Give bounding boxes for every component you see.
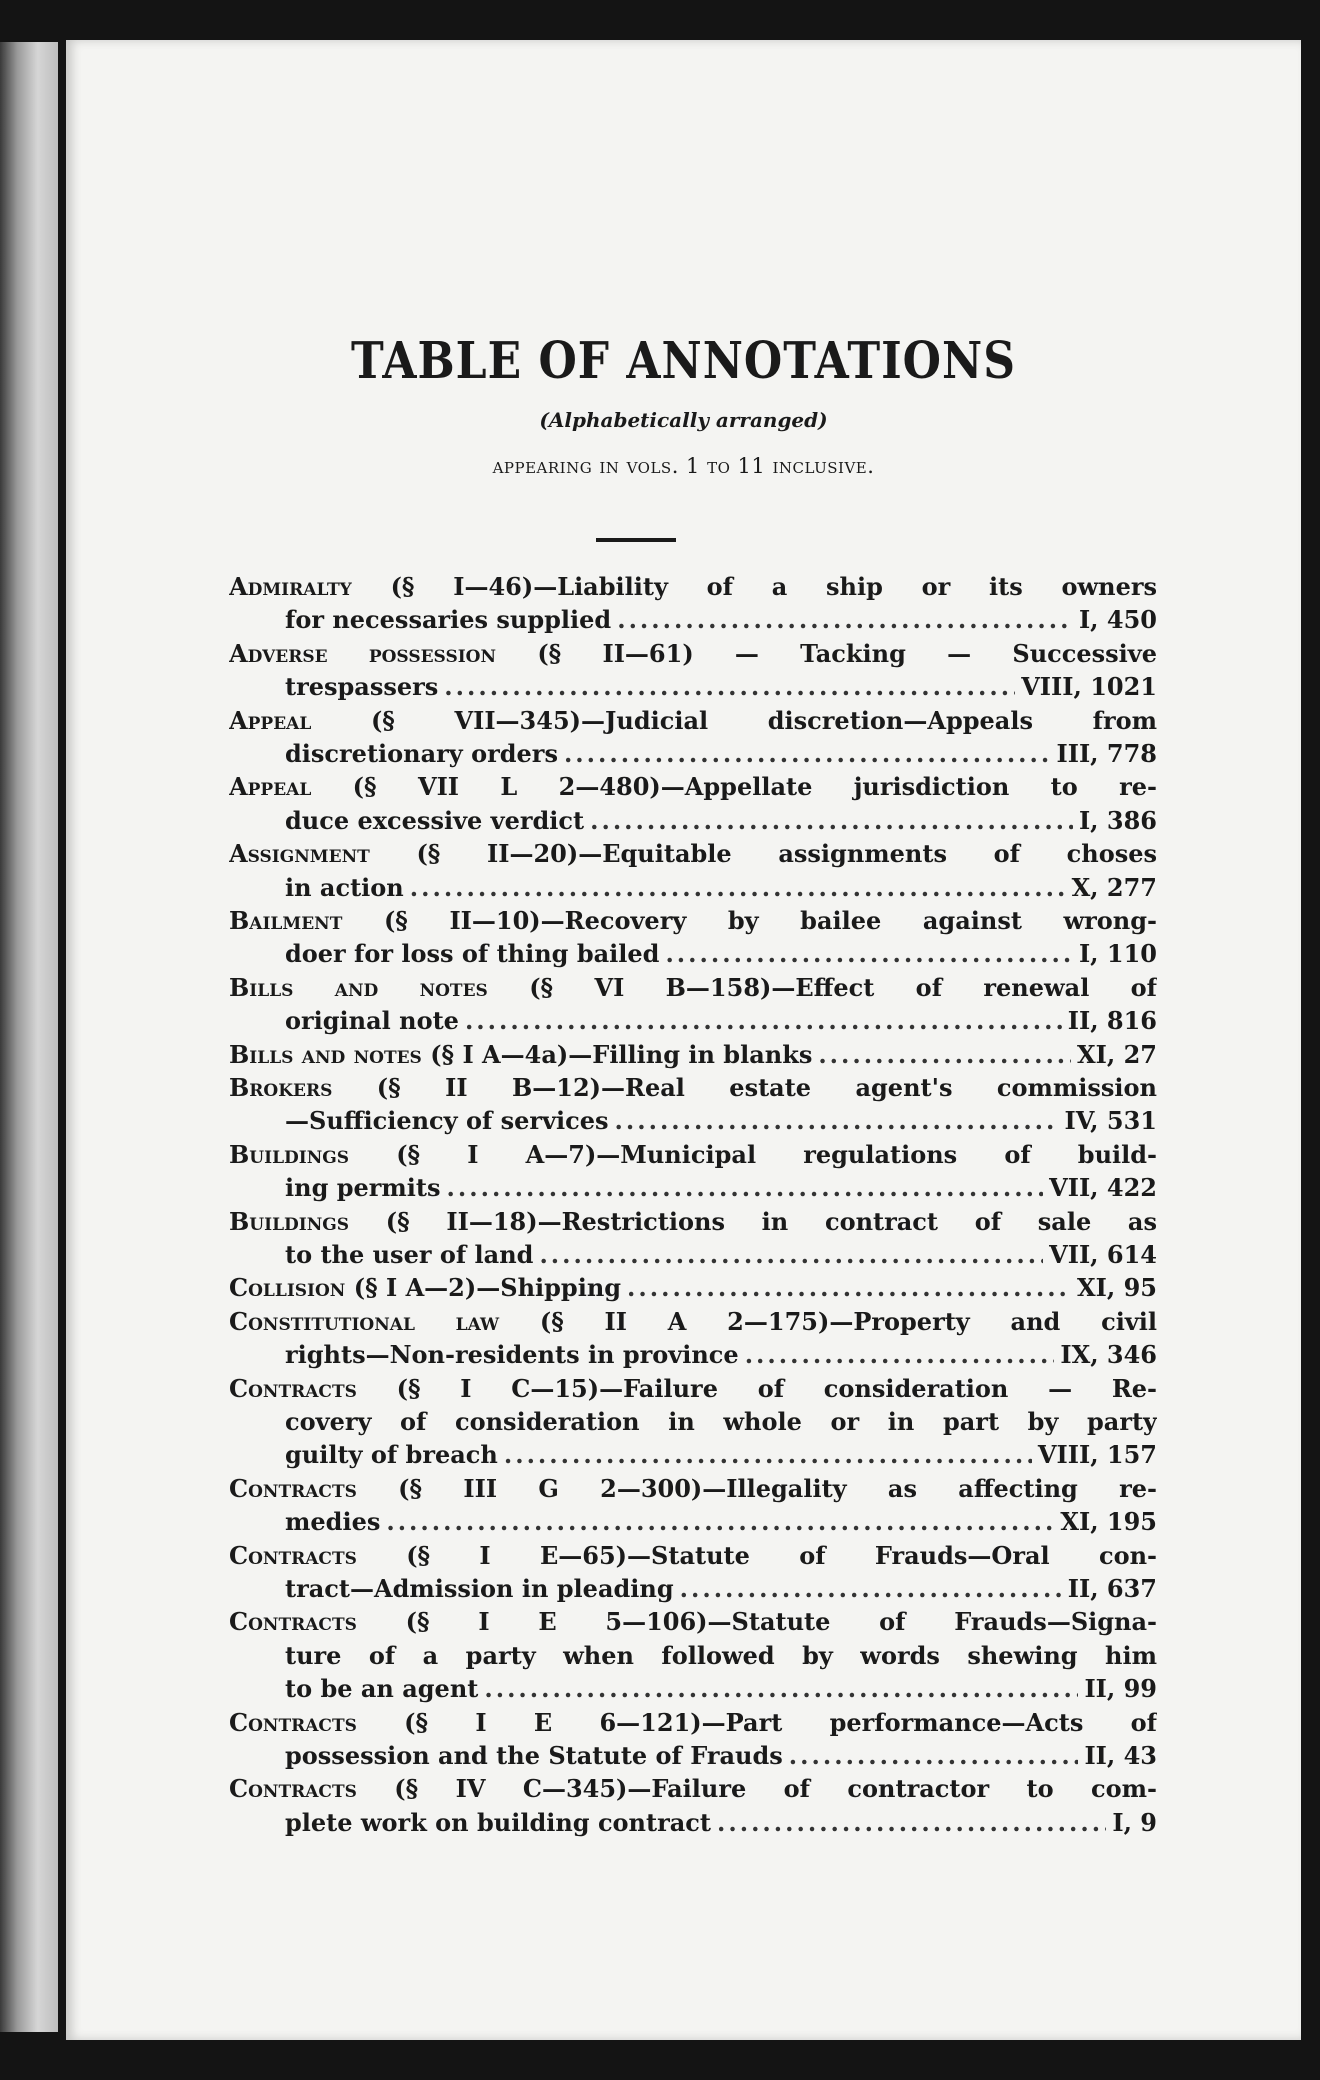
entry-subject: Contracts	[229, 1540, 357, 1570]
entry-line	[229, 1672, 1157, 1705]
entry-subject: Bills and notes	[229, 972, 488, 1002]
entry-heading	[229, 1271, 621, 1304]
annotation-entry	[229, 1305, 1157, 1372]
entry-reference: II, 43	[1084, 1740, 1157, 1770]
annotation-entry	[229, 570, 1157, 637]
entry-line	[229, 1639, 1157, 1672]
leader-dots	[465, 1004, 1062, 1037]
entry-description: (§ VII—345)—Judicial discretion—Appeals from	[370, 705, 1157, 735]
annotation-entry	[229, 1706, 1157, 1773]
entry-line	[229, 1071, 1157, 1104]
entry-description: (§ I C—15)—Failure of consideration — Re-	[396, 1373, 1157, 1403]
annotation-entry	[229, 637, 1157, 704]
entry-line	[229, 871, 1157, 904]
entry-reference: I, 9	[1112, 1807, 1157, 1837]
entry-description: (§ VII L 2—480)—Appellate jurisdiction to re-	[352, 772, 1157, 802]
entry-subject: Admiralty	[229, 572, 352, 601]
entry-heading	[229, 1038, 812, 1071]
entry-continuation: guilty of breach	[285, 1440, 498, 1470]
entry-reference: IX, 346	[1060, 1340, 1157, 1370]
entry-line	[229, 1305, 1157, 1338]
leader-dots	[627, 1271, 1071, 1304]
entry-subject: Buildings	[229, 1206, 350, 1236]
entry-subject: Contracts	[229, 1774, 357, 1804]
entry-continuation: ture of a party when followed by words shewing him	[285, 1640, 1157, 1670]
entry-description: (§ II B—12)—Real estate agent's commission	[376, 1072, 1157, 1102]
entry-line	[229, 1138, 1157, 1171]
entry-continuation: possession and the Statute of Frauds	[285, 1740, 783, 1770]
annotation-entry	[229, 704, 1157, 771]
entry-description: (§ VI B—158)—Effect of renewal of	[529, 972, 1157, 1002]
leader-dots	[447, 1171, 1044, 1204]
entry-continuation: rights—Non-residents in province	[285, 1340, 739, 1370]
entry-subject: Brokers	[229, 1072, 333, 1102]
entry-line	[229, 670, 1157, 703]
entry-line	[229, 1038, 1157, 1071]
entry-reference: I, 386	[1078, 805, 1157, 835]
entry-continuation: original note	[285, 1006, 459, 1036]
entry-continuation: covery of consideration in whole or in part by party	[285, 1406, 1157, 1436]
entry-line	[229, 1472, 1157, 1505]
entry-line	[229, 1806, 1157, 1839]
entry-continuation: medies	[285, 1507, 381, 1537]
entry-continuation: ing permits	[285, 1173, 441, 1203]
entry-line	[229, 837, 1157, 870]
entry-line	[229, 1004, 1157, 1037]
page-title: TABLE OF ANNOTATIONS	[351, 332, 1016, 391]
entry-continuation: to the user of land	[285, 1239, 534, 1269]
entry-subject: Constitutional law	[229, 1306, 500, 1336]
annotation-entry	[229, 1071, 1157, 1138]
entry-line	[229, 1205, 1157, 1238]
entry-continuation: trespassers	[285, 672, 439, 702]
entry-subject: Adverse possession	[229, 638, 497, 668]
entry-line	[229, 1739, 1157, 1772]
entry-line	[229, 1505, 1157, 1538]
entry-subject: Appeal	[229, 772, 312, 802]
annotation-entry	[229, 770, 1157, 837]
entry-line	[229, 1772, 1157, 1805]
annotation-entry	[229, 1271, 1157, 1304]
entry-description: (§ II A 2—175)—Property and civil	[539, 1306, 1157, 1336]
title-divider	[596, 538, 676, 542]
entry-reference: X, 277	[1071, 872, 1157, 902]
entry-line	[229, 737, 1157, 770]
entry-description: (§ II—10)—Recovery by bailee against wrong-	[383, 905, 1157, 935]
entry-continuation: plete work on building contract	[285, 1807, 711, 1837]
leader-dots	[564, 737, 1051, 770]
entry-subject: Contracts	[229, 1707, 357, 1737]
entry-subject: Assignment	[229, 839, 370, 869]
entry-line	[229, 1171, 1157, 1204]
entry-line	[229, 1405, 1157, 1438]
entry-line	[229, 1271, 1157, 1304]
entry-description: (§ III G 2—300)—Illegality as affecting re-	[398, 1473, 1157, 1503]
entry-reference: VIII, 1021	[1021, 672, 1157, 702]
entry-line	[229, 570, 1157, 603]
entry-line	[229, 1372, 1157, 1405]
annotation-entry	[229, 837, 1157, 904]
leader-dots	[484, 1672, 1078, 1705]
entry-reference: VII, 422	[1049, 1173, 1157, 1203]
leader-dots	[818, 1038, 1071, 1071]
leader-dots	[665, 937, 1073, 970]
entry-reference: IV, 531	[1064, 1106, 1157, 1136]
entry-reference: I, 450	[1078, 605, 1157, 635]
leader-dots	[789, 1739, 1079, 1772]
entry-subject: Appeal	[229, 705, 312, 735]
entry-description: (§ I A—2)—Shipping	[353, 1273, 622, 1303]
entry-description: (§ I A—7)—Municipal regulations of build-	[396, 1139, 1157, 1169]
entry-subject: Contracts	[229, 1473, 357, 1503]
entry-continuation: discretionary orders	[285, 738, 558, 768]
entry-subject: Bailment	[229, 905, 343, 935]
entry-description: (§ II—61) — Tacking — Successive	[537, 638, 1157, 668]
volume-scope: appearing in vols. 1 to 11 inclusive.	[492, 454, 875, 478]
annotation-entry	[229, 1372, 1157, 1472]
entry-description: (§ II—18)—Restrictions in contract of sale as	[385, 1206, 1157, 1236]
annotation-entry	[229, 1605, 1157, 1705]
entry-reference: I, 110	[1078, 939, 1157, 969]
entry-continuation: doer for loss of thing bailed	[285, 939, 660, 969]
entry-description: (§ II—20)—Equitable assignments of choses	[416, 839, 1157, 869]
entry-continuation: tract—Admission in pleading	[285, 1573, 674, 1603]
annotation-entry	[229, 1138, 1157, 1205]
entry-description: (§ I—46)—Liability of a ship or its owners	[390, 572, 1157, 601]
entry-line	[229, 770, 1157, 803]
entry-subject: Contracts	[229, 1607, 357, 1637]
entry-line	[229, 1539, 1157, 1572]
entry-description: (§ I E 6—121)—Part performance—Acts of	[404, 1707, 1157, 1737]
leader-dots	[615, 1104, 1059, 1137]
annotation-entry	[229, 1038, 1157, 1071]
entry-reference: VIII, 157	[1037, 1440, 1157, 1470]
entry-reference: II, 816	[1067, 1006, 1157, 1036]
entry-subject: Contracts	[229, 1373, 357, 1403]
entry-continuation: to be an agent	[285, 1674, 479, 1704]
annotation-entry	[229, 1772, 1157, 1839]
entry-line	[229, 1605, 1157, 1638]
page-subtitle: (Alphabetically arranged)	[539, 408, 828, 432]
entry-description: (§ I E 5—106)—Statute of Frauds—Signa-	[405, 1607, 1157, 1637]
entry-line	[229, 937, 1157, 970]
leader-dots	[617, 603, 1073, 636]
entry-description: (§ IV C—345)—Failure of contractor to com-	[394, 1774, 1157, 1804]
entry-reference: XI, 195	[1060, 1507, 1157, 1537]
entry-line	[229, 1104, 1157, 1137]
leader-dots	[539, 1238, 1043, 1271]
entry-continuation: duce excessive verdict	[285, 805, 585, 835]
book-page	[66, 40, 1301, 2040]
entry-reference: VII, 614	[1049, 1239, 1157, 1269]
entry-line	[229, 637, 1157, 670]
leader-dots	[717, 1806, 1106, 1839]
annotation-list	[229, 570, 1157, 1839]
entry-description: (§ I E—65)—Statute of Frauds—Oral con-	[406, 1540, 1157, 1570]
entry-continuation: for necessaries supplied	[285, 605, 612, 635]
annotation-entry	[229, 1472, 1157, 1539]
leader-dots	[444, 670, 1015, 703]
annotation-entry	[229, 971, 1157, 1038]
entry-line	[229, 971, 1157, 1004]
entry-reference: II, 99	[1084, 1674, 1157, 1704]
entry-subject: Collision	[229, 1273, 346, 1303]
entry-continuation: in action	[285, 872, 404, 902]
entry-reference: XI, 27	[1077, 1039, 1157, 1069]
entry-line	[229, 1438, 1157, 1471]
entry-line	[229, 1338, 1157, 1371]
entry-reference: III, 778	[1056, 738, 1157, 768]
entry-line	[229, 1238, 1157, 1271]
entry-continuation: —Sufficiency of services	[285, 1106, 609, 1136]
annotation-entry	[229, 904, 1157, 971]
leader-dots	[504, 1438, 1032, 1471]
entry-line	[229, 704, 1157, 737]
annotation-entry	[229, 1205, 1157, 1272]
entry-reference: II, 637	[1067, 1573, 1157, 1603]
adjacent-page-edge	[0, 42, 58, 2032]
leader-dots	[410, 871, 1066, 904]
entry-subject: Bills and notes	[229, 1039, 422, 1069]
annotation-entry	[229, 1539, 1157, 1606]
entry-line	[229, 804, 1157, 837]
entry-line	[229, 1706, 1157, 1739]
entry-subject: Buildings	[229, 1139, 350, 1169]
entry-line	[229, 1572, 1157, 1605]
leader-dots	[386, 1505, 1054, 1538]
leader-dots	[745, 1338, 1055, 1371]
entry-reference: XI, 95	[1077, 1273, 1157, 1303]
entry-line	[229, 904, 1157, 937]
entry-line	[229, 603, 1157, 636]
leader-dots	[680, 1572, 1062, 1605]
leader-dots	[590, 804, 1073, 837]
entry-description: (§ I A—4a)—Filling in blanks	[430, 1039, 813, 1069]
